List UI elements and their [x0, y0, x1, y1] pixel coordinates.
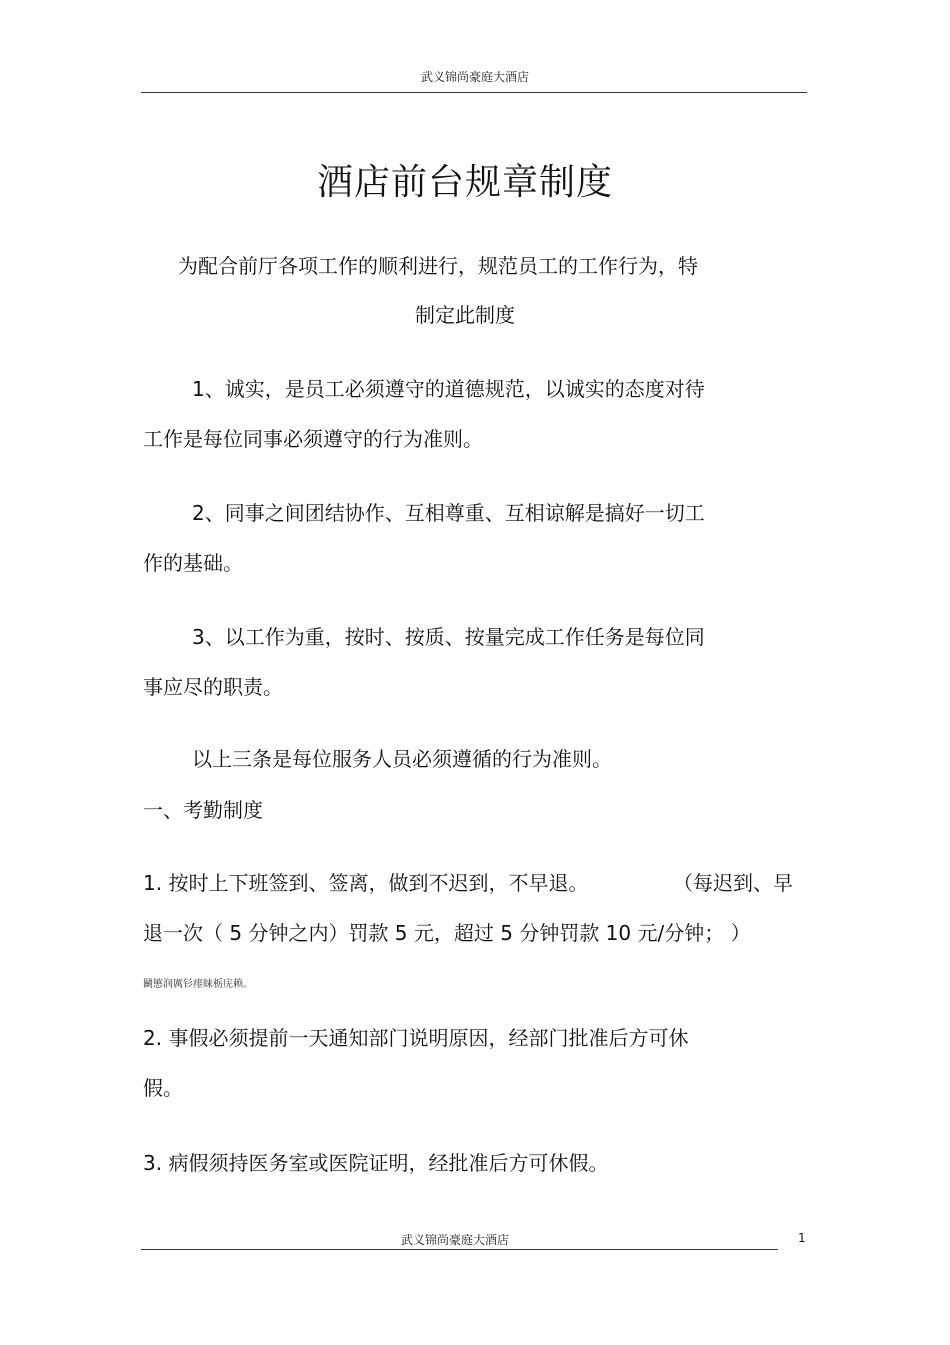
item-1-line-2: 退一次（ 5 分钟之内）罚款 5 元，超过 5 分钟罚款 10 元/分钟； ）	[143, 921, 751, 945]
intro-line-2: 制定此制度	[415, 303, 515, 327]
page-number: 1	[798, 1231, 806, 1245]
garbled-small-text: 鬭慜润厲钐瘗睐栃庑赖。	[143, 979, 253, 990]
document-title: 酒店前台规章制度	[316, 162, 613, 203]
header-divider	[141, 92, 807, 93]
item-2-line-2: 假。	[143, 1076, 183, 1100]
rule-2-line-2: 作的基础。	[143, 551, 243, 575]
rule-1-line-2: 工作是每位同事必须遵守的行为准则。	[143, 427, 483, 451]
item-2-line-1: 2. 事假必须提前一天通知部门说明原因，经部门批准后方可休	[143, 1026, 689, 1050]
footer-divider	[141, 1249, 778, 1250]
intro-line-1: 为配合前厅各项工作的顺利进行，规范员工的工作行为，特	[178, 254, 698, 278]
item-1-note-start: （每迟到、早	[673, 871, 793, 895]
item-1-line-1: 1. 按时上下班签到、签离，做到不迟到，不早退。	[143, 871, 589, 895]
rule-1-line-1: 1、诚实，是员工必须遵守的道德规范，以诚实的态度对待	[192, 377, 705, 401]
rule-2-line-1: 2、同事之间团结协作、互相尊重、互相谅解是搞好一切工	[192, 501, 705, 525]
page-header: 武义锦尚豪庭大酒店	[420, 70, 529, 84]
rule-3-line-2: 事应尽的职责。	[143, 675, 283, 699]
summary-line: 以上三条是每位服务人员必须遵循的行为准则。	[192, 747, 612, 771]
item-3-line-1: 3. 病假须持医务室或医院证明，经批准后方可休假。	[143, 1151, 609, 1175]
page-footer: 武义锦尚豪庭大酒店	[400, 1233, 509, 1247]
rule-3-line-1: 3、以工作为重，按时、按质、按量完成工作任务是每位同	[192, 625, 705, 649]
section-heading-attendance: 一、考勤制度	[143, 798, 263, 822]
